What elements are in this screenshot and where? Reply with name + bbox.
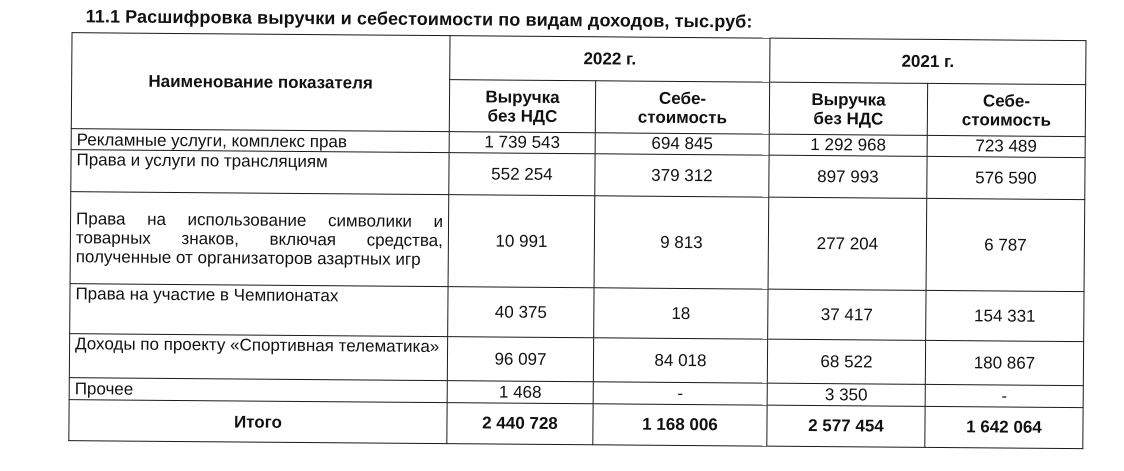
revenue-cost-table [68,32,1086,449]
section-title: 11.1 Расшифровка выручки и себестоимости по видам доходов, тыс.руб: [85,6,753,32]
cost-2021-cell: - [925,384,1083,407]
cost-2022-cell: 84 018 [593,338,767,383]
revenue-2021-cell: 277 204 [768,197,927,290]
table-row [70,284,1084,342]
total-cost-2022: 1 168 006 [593,404,767,446]
header-indicator: Наименование показателя [71,33,450,132]
cost-2022-cell: 694 845 [595,133,769,155]
revenue-2021-cell: 37 417 [768,289,926,340]
header-cost-2021 [927,83,1085,136]
row-name: Прочее [69,378,447,403]
header-revenue-line1: Выручка [811,89,886,110]
cost-2021-cell: 576 590 [927,156,1085,199]
row-name: Права на участие в Чемпионатах [70,284,448,337]
header-year-2021: 2021 г. [770,38,1086,84]
revenue-2022-cell: 552 254 [449,153,595,196]
revenue-2022-cell: 10 991 [448,195,595,288]
header-cost-line1: Себе- [658,88,707,108]
revenue-2022-cell: 96 097 [447,337,593,382]
row-name: Права и услуги по трансляциям [71,150,449,195]
total-label: Итого [69,400,447,444]
header-revenue-2022 [449,80,595,133]
cost-2021-cell: 154 331 [926,290,1084,341]
total-cost-2021: 1 642 064 [925,406,1083,448]
cost-2022-cell: 9 813 [594,196,769,289]
header-revenue-line2: без НДС [813,108,884,129]
table-row [70,192,1085,292]
header-cost-line1: Себе- [982,90,1031,111]
revenue-2021-cell: 3 350 [767,383,925,406]
revenue-2022-cell: 1 739 543 [449,132,595,154]
header-revenue-2021 [769,82,927,135]
row-name: Права на использование символики и товарных знаков, включая средства, полученные от организаторов азартных игр [70,192,449,287]
revenue-2022-cell: 1 468 [447,381,593,404]
total-revenue-2022: 2 440 728 [447,403,593,445]
header-cost-line2: стоимость [961,109,1052,130]
table-row [69,334,1083,386]
header-row-years [72,33,1086,85]
cost-2022-cell: 18 [594,288,768,339]
cost-2022-cell: - [593,382,767,405]
revenue-2022-cell: 40 375 [448,287,594,338]
revenue-2021-cell: 1 292 968 [769,134,927,156]
header-revenue-line1: Выручка [485,86,560,107]
row-name: Рекламные услуги, комплекс прав [71,129,449,153]
total-row [69,400,1083,449]
header-cost-line2: стоимость [637,107,728,127]
cost-2021-cell: 723 489 [927,135,1085,157]
total-revenue-2021: 2 577 454 [767,405,925,447]
row-name: Доходы по проекту «Спортивная телематика» [69,334,447,381]
cost-2021-cell: 180 867 [925,340,1083,385]
revenue-2021-cell: 897 993 [769,155,927,198]
revenue-2021-cell: 68 522 [767,339,925,384]
cost-2022-cell: 379 312 [595,154,769,197]
header-year-2022: 2022 г. [450,36,770,83]
cost-2021-cell: 6 787 [926,198,1085,291]
header-revenue-line2: без НДС [487,105,558,126]
header-cost-2022 [595,81,769,134]
